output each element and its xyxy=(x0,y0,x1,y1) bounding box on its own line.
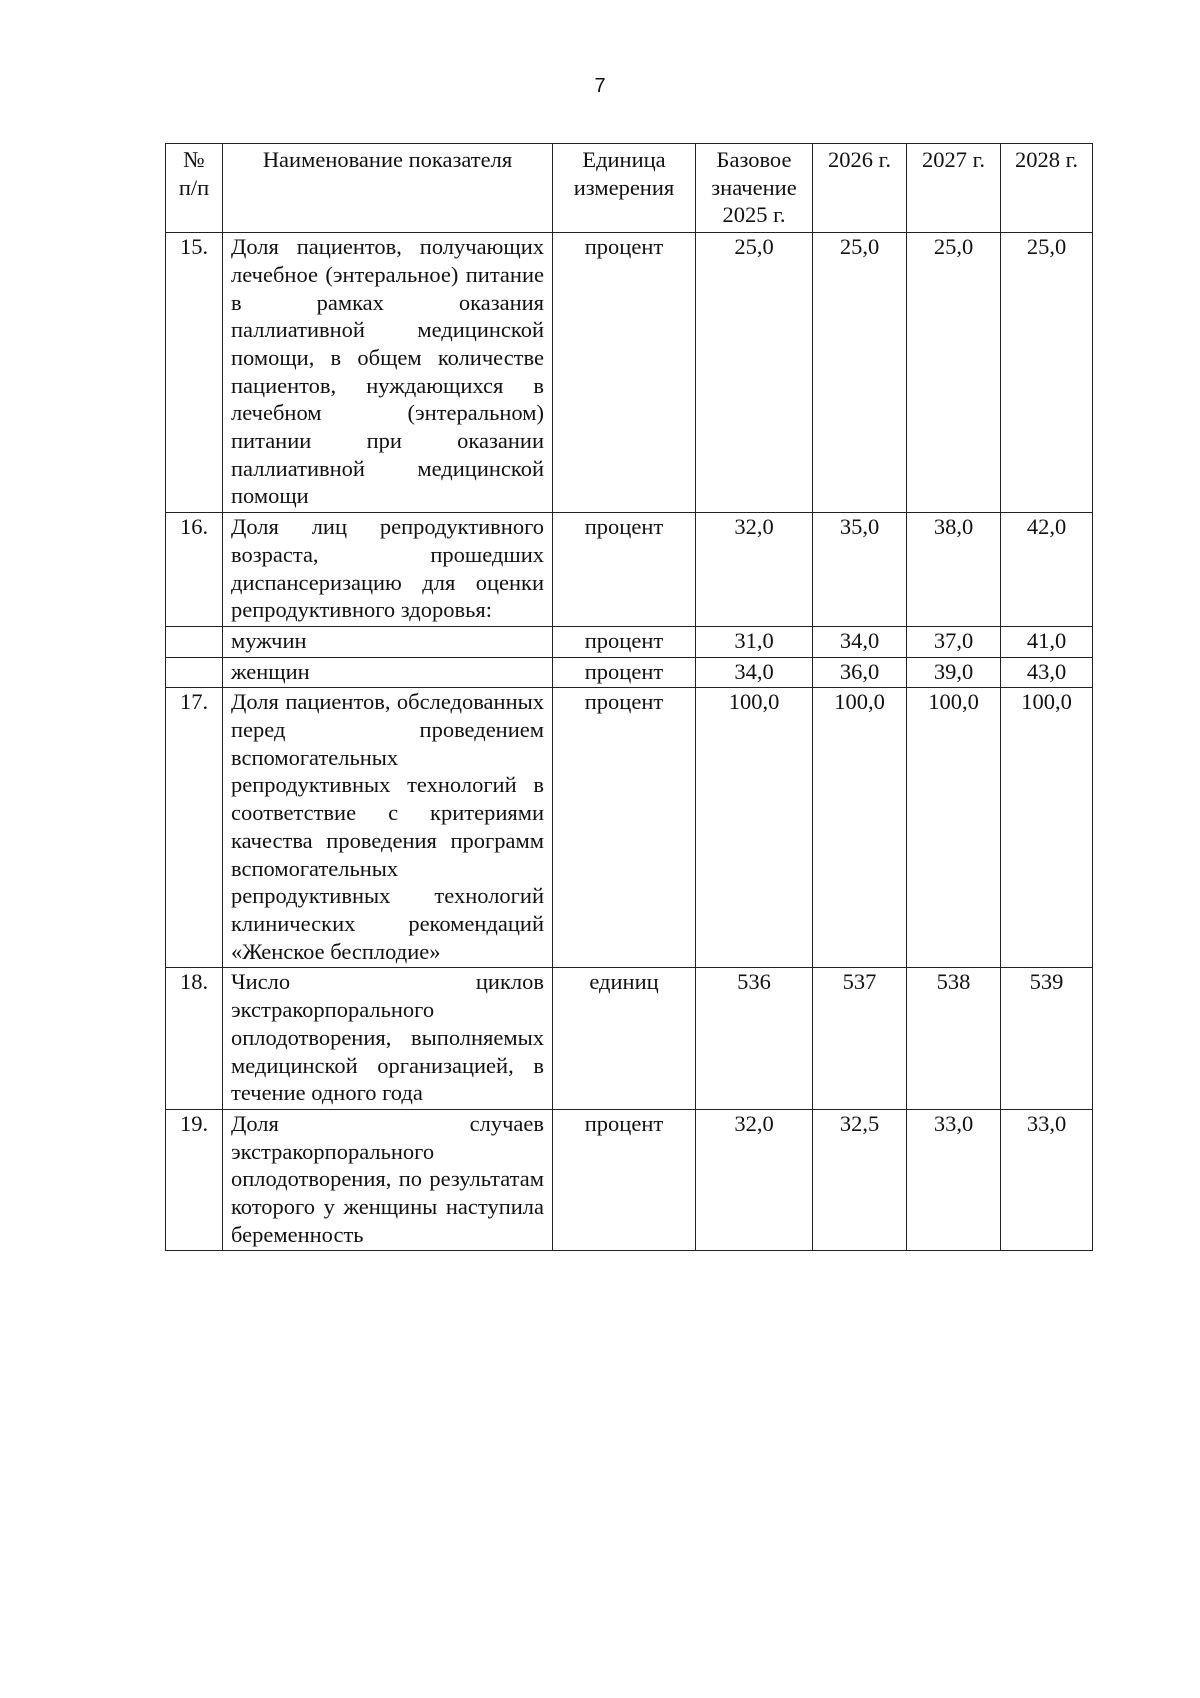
header-num: № п/п xyxy=(166,144,223,233)
value-2028-cell: 33,0 xyxy=(1001,1109,1093,1251)
value-2027-cell: 100,0 xyxy=(907,688,1001,968)
value-2027-cell: 39,0 xyxy=(907,657,1001,688)
base-value-cell: 536 xyxy=(696,968,813,1110)
row-number: 18. xyxy=(166,968,223,1110)
row-number: 19. xyxy=(166,1109,223,1251)
table-header-row xyxy=(166,144,1093,233)
value-2026-cell: 100,0 xyxy=(813,688,907,968)
table-row xyxy=(166,688,1093,968)
value-2026-cell: 34,0 xyxy=(813,626,907,657)
value-2026-cell: 36,0 xyxy=(813,657,907,688)
table-row xyxy=(166,1109,1093,1251)
indicator-name: женщин xyxy=(223,657,553,688)
value-2027-cell: 25,0 xyxy=(907,233,1001,513)
unit-cell: единиц xyxy=(553,968,696,1110)
base-value-cell: 34,0 xyxy=(696,657,813,688)
base-value-cell: 31,0 xyxy=(696,626,813,657)
indicator-name: Доля пациентов, обследованных перед проведением вспомогательных репродуктивных технологий в соответствие с критериями качества проведения программ вспомогательных репродуктивных технологий клинических рекомендаций «Женское бесплодие» xyxy=(223,688,553,968)
row-number: 17. xyxy=(166,688,223,968)
value-2028-cell: 41,0 xyxy=(1001,626,1093,657)
value-2027-cell: 37,0 xyxy=(907,626,1001,657)
value-2028-cell: 42,0 xyxy=(1001,513,1093,627)
value-2028-cell: 25,0 xyxy=(1001,233,1093,513)
table-row xyxy=(166,657,1093,688)
unit-cell: процент xyxy=(553,1109,696,1251)
header-base: Базовое значение 2025 г. xyxy=(696,144,813,233)
value-2026-cell: 25,0 xyxy=(813,233,907,513)
table-row xyxy=(166,233,1093,513)
table-row xyxy=(166,513,1093,627)
unit-cell: процент xyxy=(553,513,696,627)
base-value-cell: 25,0 xyxy=(696,233,813,513)
header-2027: 2027 г. xyxy=(907,144,1001,233)
value-2028-cell: 100,0 xyxy=(1001,688,1093,968)
page-number: 7 xyxy=(594,75,606,97)
row-number: 15. xyxy=(166,233,223,513)
header-unit: Единица измерения xyxy=(553,144,696,233)
table-row xyxy=(166,626,1093,657)
indicator-name: Число циклов экстракорпорального оплодотворения, выполняемых медицинской организацией, в течение одного года xyxy=(223,968,553,1110)
unit-cell: процент xyxy=(553,233,696,513)
unit-cell: процент xyxy=(553,688,696,968)
value-2027-cell: 538 xyxy=(907,968,1001,1110)
header-name: Наименование показателя xyxy=(223,144,553,233)
indicator-name: Доля лиц репродуктивного возраста, прошедших диспансеризацию для оценки репродуктивного здоровья: xyxy=(223,513,553,627)
header-2028: 2028 г. xyxy=(1001,144,1093,233)
header-2026: 2026 г. xyxy=(813,144,907,233)
base-value-cell: 32,0 xyxy=(696,1109,813,1251)
row-number xyxy=(166,657,223,688)
row-number xyxy=(166,626,223,657)
base-value-cell: 32,0 xyxy=(696,513,813,627)
indicator-name: Доля случаев экстракорпорального оплодотворения, по результатам которого у женщины наступила беременность xyxy=(223,1109,553,1251)
value-2026-cell: 537 xyxy=(813,968,907,1110)
value-2026-cell: 32,5 xyxy=(813,1109,907,1251)
indicator-name: мужчин xyxy=(223,626,553,657)
value-2027-cell: 38,0 xyxy=(907,513,1001,627)
value-2028-cell: 43,0 xyxy=(1001,657,1093,688)
value-2027-cell: 33,0 xyxy=(907,1109,1001,1251)
table-row xyxy=(166,968,1093,1110)
indicators-table xyxy=(165,143,1093,1251)
value-2028-cell: 539 xyxy=(1001,968,1093,1110)
unit-cell: процент xyxy=(553,657,696,688)
row-number: 16. xyxy=(166,513,223,627)
value-2026-cell: 35,0 xyxy=(813,513,907,627)
indicator-name: Доля пациентов, получающих лечебное (энтеральное) питание в рамках оказания паллиативной медицинской помощи, в общем количестве пациентов, нуждающихся в лечебном (энтеральном) питании при оказании паллиативной медицинской помощи xyxy=(223,233,553,513)
base-value-cell: 100,0 xyxy=(696,688,813,968)
unit-cell: процент xyxy=(553,626,696,657)
